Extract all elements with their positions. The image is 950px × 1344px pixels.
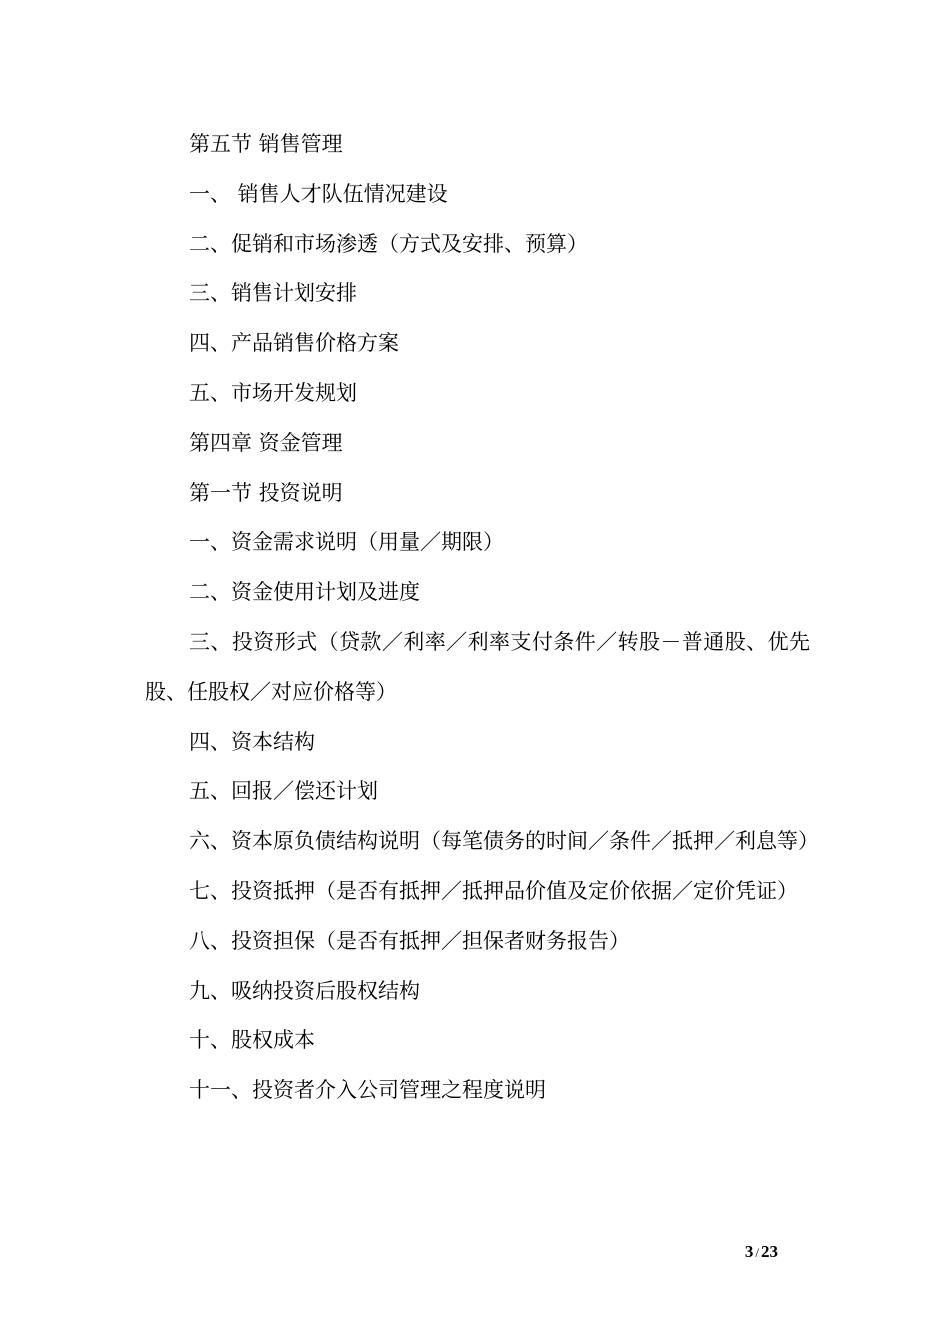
list-item: 二、资金使用计划及进度	[189, 580, 420, 605]
list-item: 五、回报／偿还计划	[189, 779, 378, 804]
chapter-heading-capital-management: 第四章 资金管理	[189, 430, 343, 455]
section-heading-investment-description: 第一节 投资说明	[189, 480, 343, 505]
page-number-current: 3	[744, 1242, 754, 1261]
page-number	[650, 1241, 778, 1264]
list-item: 一、 销售人才队伍情况建设	[189, 181, 448, 206]
list-item: 六、资本原负债结构说明（每笔债务的时间／条件／抵押／利息等）	[189, 829, 819, 854]
page-number-separator: /	[755, 1245, 759, 1260]
document-body	[145, 120, 819, 1116]
list-item: 二、促销和市场渗透（方式及安排、预算）	[189, 231, 588, 256]
list-item: 十一、投资者介入公司管理之程度说明	[189, 1078, 546, 1103]
list-item: 三、投资形式（贷款／利率／利率支付条件／转股－普通股、优先股、任股权／对应价格等）	[145, 629, 810, 704]
page-number-total: 23	[761, 1242, 778, 1261]
list-item: 九、吸纳投资后股权结构	[189, 978, 420, 1003]
list-item: 三、销售计划安排	[189, 281, 357, 306]
list-item: 十、股权成本	[189, 1028, 315, 1053]
list-item: 四、资本结构	[189, 729, 315, 754]
list-item: 一、资金需求说明（用量／期限）	[189, 530, 504, 555]
list-item: 七、投资抵押（是否有抵押／抵押品价值及定价依据／定价凭证）	[189, 878, 798, 903]
list-item: 八、投资担保（是否有抵押／担保者财务报告）	[189, 928, 630, 953]
section-heading-sales-management: 第五节 销售管理	[189, 132, 343, 156]
list-item: 四、产品销售价格方案	[189, 331, 399, 356]
list-item: 五、市场开发规划	[189, 380, 357, 405]
